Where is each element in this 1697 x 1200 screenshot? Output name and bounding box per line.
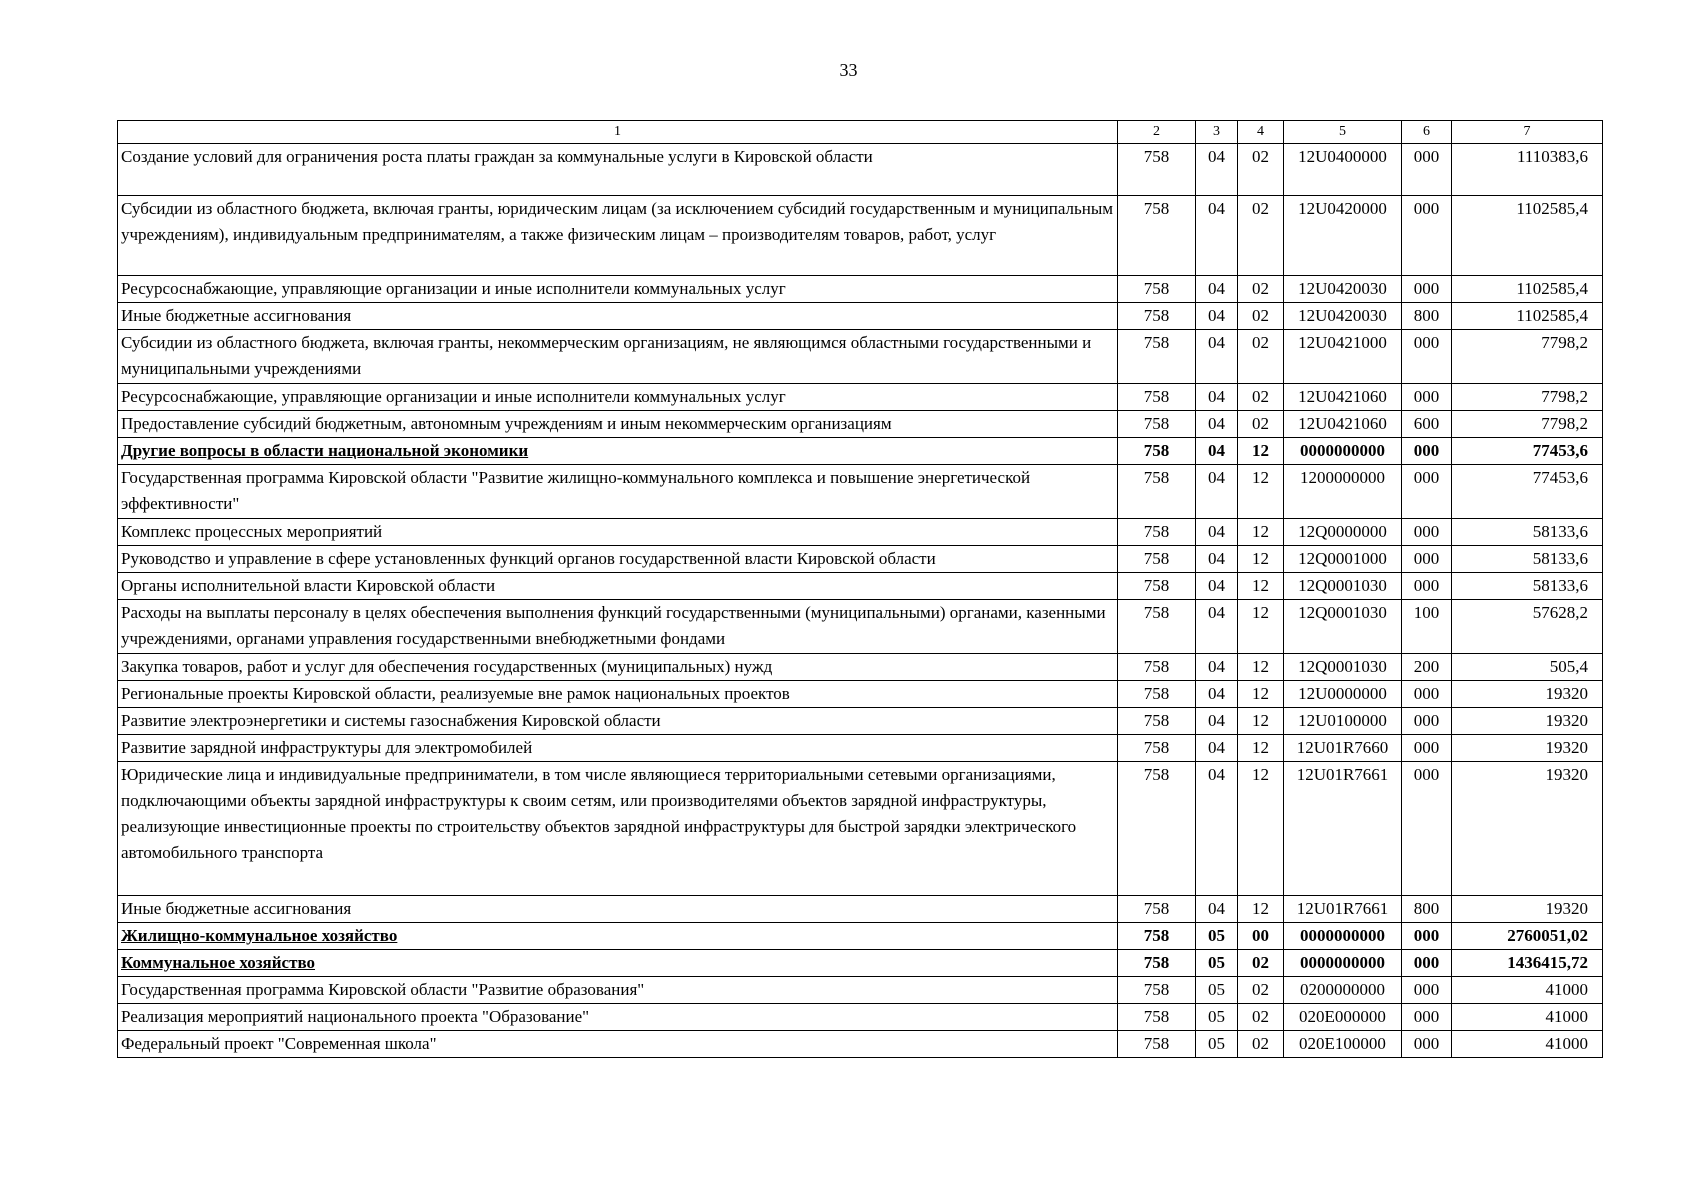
chapter-code-cell: 758 [1118,923,1196,950]
section-code-cell: 04 [1196,384,1238,411]
chapter-code-cell: 758 [1118,600,1196,654]
expense-type-cell: 000 [1402,762,1452,896]
amount-cell: 1102585,4 [1452,196,1603,276]
subsection-code-cell: 12 [1238,896,1284,923]
table-row [118,708,1603,735]
section-code-cell: 04 [1196,573,1238,600]
expense-type-cell: 000 [1402,465,1452,519]
chapter-code-cell: 758 [1118,735,1196,762]
section-code-cell: 05 [1196,1031,1238,1058]
expense-type-cell: 100 [1402,600,1452,654]
column-header-4: 4 [1238,121,1284,144]
amount-cell: 7798,2 [1452,384,1603,411]
row-name-cell: Государственная программа Кировской области "Развитие образования" [118,977,1118,1004]
expense-type-cell: 000 [1402,384,1452,411]
target-article-cell: 12U0421060 [1284,411,1402,438]
section-code-cell: 04 [1196,303,1238,330]
chapter-code-cell: 758 [1118,196,1196,276]
target-article-cell: 020E000000 [1284,1004,1402,1031]
chapter-code-cell: 758 [1118,144,1196,196]
section-code-cell: 05 [1196,950,1238,977]
row-name-cell: Коммунальное хозяйство [118,950,1118,977]
section-code-cell: 05 [1196,1004,1238,1031]
row-name-cell: Ресурсоснабжающие, управляющие организации и иные исполнители коммунальных услуг [118,384,1118,411]
expense-type-cell: 000 [1402,276,1452,303]
target-article-cell: 12U0420030 [1284,276,1402,303]
expense-type-cell: 600 [1402,411,1452,438]
expense-type-cell: 000 [1402,144,1452,196]
table-row [118,977,1603,1004]
table-row [118,1031,1603,1058]
expense-type-cell: 000 [1402,330,1452,384]
chapter-code-cell: 758 [1118,654,1196,681]
target-article-cell: 1200000000 [1284,465,1402,519]
column-header-2: 2 [1118,121,1196,144]
expense-type-cell: 000 [1402,708,1452,735]
chapter-code-cell: 758 [1118,1004,1196,1031]
table-row [118,276,1603,303]
amount-cell: 41000 [1452,1004,1603,1031]
row-name-cell: Субсидии из областного бюджета, включая гранты, некоммерческим организациям, не являющимся областными государственными и муниципальными учреждениями [118,330,1118,384]
row-name-cell: Государственная программа Кировской области "Развитие жилищно-коммунального комплекса и повышение энергетической эффективности" [118,465,1118,519]
expense-type-cell: 000 [1402,1004,1452,1031]
row-name-cell: Комплекс процессных мероприятий [118,519,1118,546]
column-header-7: 7 [1452,121,1603,144]
table-row [118,196,1603,276]
page-number: 33 [839,60,858,80]
target-article-cell: 0000000000 [1284,923,1402,950]
column-header-3: 3 [1196,121,1238,144]
table-row [118,762,1603,896]
subsection-code-cell: 12 [1238,654,1284,681]
chapter-code-cell: 758 [1118,681,1196,708]
subsection-code-cell: 02 [1238,1031,1284,1058]
expense-type-cell: 000 [1402,923,1452,950]
expense-type-cell: 200 [1402,654,1452,681]
chapter-code-cell: 758 [1118,708,1196,735]
budget-table [117,120,1603,1058]
table-row [118,519,1603,546]
subsection-code-cell: 02 [1238,303,1284,330]
section-code-cell: 04 [1196,519,1238,546]
subsection-code-cell: 12 [1238,708,1284,735]
row-name-cell: Жилищно-коммунальное хозяйство [118,923,1118,950]
section-code-cell: 05 [1196,923,1238,950]
row-name-cell: Региональные проекты Кировской области, реализуемые вне рамок национальных проектов [118,681,1118,708]
section-code-cell: 04 [1196,735,1238,762]
subsection-code-cell: 12 [1238,519,1284,546]
subsection-code-cell: 12 [1238,762,1284,896]
subsection-code-cell: 02 [1238,196,1284,276]
table-row [118,384,1603,411]
table-row [118,950,1603,977]
target-article-cell: 0000000000 [1284,438,1402,465]
table-row [118,681,1603,708]
target-article-cell: 12U0421060 [1284,384,1402,411]
subsection-code-cell: 02 [1238,950,1284,977]
target-article-cell: 12Q0000000 [1284,519,1402,546]
row-name-cell: Органы исполнительной власти Кировской области [118,573,1118,600]
row-name-cell: Иные бюджетные ассигнования [118,303,1118,330]
subsection-code-cell: 12 [1238,735,1284,762]
target-article-cell: 12U0000000 [1284,681,1402,708]
row-name-cell: Иные бюджетные ассигнования [118,896,1118,923]
subsection-code-cell: 02 [1238,144,1284,196]
section-code-cell: 04 [1196,896,1238,923]
subsection-code-cell: 12 [1238,681,1284,708]
section-code-cell: 04 [1196,276,1238,303]
target-article-cell: 12U0400000 [1284,144,1402,196]
amount-cell: 19320 [1452,681,1603,708]
row-name-cell: Развитие электроэнергетики и системы газоснабжения Кировской области [118,708,1118,735]
subsection-code-cell: 12 [1238,573,1284,600]
target-article-cell: 12U0420030 [1284,303,1402,330]
section-code-cell: 04 [1196,546,1238,573]
amount-cell: 1436415,72 [1452,950,1603,977]
amount-cell: 1102585,4 [1452,303,1603,330]
chapter-code-cell: 758 [1118,896,1196,923]
expense-type-cell: 000 [1402,735,1452,762]
chapter-code-cell: 758 [1118,1031,1196,1058]
row-name-cell: Предоставление субсидий бюджетным, автономным учреждениям и иным некоммерческим организациям [118,411,1118,438]
subsection-code-cell: 02 [1238,977,1284,1004]
amount-cell: 1102585,4 [1452,276,1603,303]
target-article-cell: 12U0100000 [1284,708,1402,735]
table-row [118,573,1603,600]
subsection-code-cell: 12 [1238,438,1284,465]
row-name-cell: Создание условий для ограничения роста платы граждан за коммунальные услуги в Кировской области [118,144,1118,196]
amount-cell: 58133,6 [1452,546,1603,573]
row-name-cell: Субсидии из областного бюджета, включая гранты, юридическим лицам (за исключением субсидий государственным и муниципальным учреждениям), индивидуальным предпринимателям, а также физическим лицам – производителям товаров, работ, услуг [118,196,1118,276]
amount-cell: 57628,2 [1452,600,1603,654]
target-article-cell: 12Q0001030 [1284,573,1402,600]
target-article-cell: 12U0420000 [1284,196,1402,276]
subsection-code-cell: 02 [1238,384,1284,411]
chapter-code-cell: 758 [1118,573,1196,600]
row-name-cell: Руководство и управление в сфере установленных функций органов государственной власти Кировской области [118,546,1118,573]
section-code-cell: 04 [1196,438,1238,465]
amount-cell: 58133,6 [1452,519,1603,546]
amount-cell: 77453,6 [1452,465,1603,519]
table-row [118,735,1603,762]
section-code-cell: 04 [1196,465,1238,519]
target-article-cell: 12U0421000 [1284,330,1402,384]
chapter-code-cell: 758 [1118,762,1196,896]
column-header-6: 6 [1402,121,1452,144]
expense-type-cell: 000 [1402,196,1452,276]
target-article-cell: 12U01R7661 [1284,896,1402,923]
subsection-code-cell: 02 [1238,411,1284,438]
expense-type-cell: 000 [1402,438,1452,465]
chapter-code-cell: 758 [1118,438,1196,465]
row-name-cell: Федеральный проект "Современная школа" [118,1031,1118,1058]
row-name-cell: Закупка товаров, работ и услуг для обеспечения государственных (муниципальных) нужд [118,654,1118,681]
expense-type-cell: 000 [1402,519,1452,546]
subsection-code-cell: 12 [1238,546,1284,573]
table-row [118,600,1603,654]
subsection-code-cell: 12 [1238,465,1284,519]
chapter-code-cell: 758 [1118,546,1196,573]
chapter-code-cell: 758 [1118,330,1196,384]
amount-cell: 7798,2 [1452,330,1603,384]
header-row [118,121,1603,144]
amount-cell: 41000 [1452,1031,1603,1058]
target-article-cell: 12Q0001030 [1284,654,1402,681]
table-row [118,1004,1603,1031]
table-row [118,923,1603,950]
expense-type-cell: 000 [1402,1031,1452,1058]
row-name-cell: Развитие зарядной инфраструктуры для электромобилей [118,735,1118,762]
target-article-cell: 020E100000 [1284,1031,1402,1058]
subsection-code-cell: 00 [1238,923,1284,950]
row-name-cell: Юридические лица и индивидуальные предприниматели, в том числе являющиеся территориальными сетевыми организациями, подключающими объекты зарядной инфраструктуры к своим сетям, или производителями объектов зарядной инфраструктуры, реализующие инвестиционные проекты по строительству объектов зарядной инфраструктуры для быстрой зарядки электрического автомобильного транспорта [118,762,1118,896]
expense-type-cell: 800 [1402,896,1452,923]
section-code-cell: 04 [1196,654,1238,681]
amount-cell: 41000 [1452,977,1603,1004]
amount-cell: 19320 [1452,762,1603,896]
target-article-cell: 12Q0001030 [1284,600,1402,654]
expense-type-cell: 000 [1402,977,1452,1004]
amount-cell: 19320 [1452,896,1603,923]
amount-cell: 19320 [1452,735,1603,762]
row-name-cell: Другие вопросы в области национальной экономики [118,438,1118,465]
target-article-cell: 12U01R7661 [1284,762,1402,896]
chapter-code-cell: 758 [1118,950,1196,977]
target-article-cell: 0200000000 [1284,977,1402,1004]
section-code-cell: 04 [1196,196,1238,276]
amount-cell: 58133,6 [1452,573,1603,600]
expense-type-cell: 000 [1402,950,1452,977]
target-article-cell: 0000000000 [1284,950,1402,977]
column-header-5: 5 [1284,121,1402,144]
table-row [118,438,1603,465]
chapter-code-cell: 758 [1118,411,1196,438]
amount-cell: 505,4 [1452,654,1603,681]
section-code-cell: 04 [1196,330,1238,384]
section-code-cell: 04 [1196,681,1238,708]
section-code-cell: 04 [1196,762,1238,896]
table-row [118,654,1603,681]
subsection-code-cell: 02 [1238,330,1284,384]
target-article-cell: 12Q0001000 [1284,546,1402,573]
expense-type-cell: 000 [1402,546,1452,573]
amount-cell: 7798,2 [1452,411,1603,438]
row-name-cell: Ресурсоснабжающие, управляющие организации и иные исполнители коммунальных услуг [118,276,1118,303]
table-row [118,465,1603,519]
row-name-cell: Расходы на выплаты персоналу в целях обеспечения выполнения функций государственными (муниципальными) органами, казенными учреждениями, органами управления государственными внебюджетными фондами [118,600,1118,654]
row-name-cell: Реализация мероприятий национального проекта "Образование" [118,1004,1118,1031]
target-article-cell: 12U01R7660 [1284,735,1402,762]
amount-cell: 1110383,6 [1452,144,1603,196]
table-row [118,144,1603,196]
chapter-code-cell: 758 [1118,519,1196,546]
expense-type-cell: 800 [1402,303,1452,330]
column-header-1: 1 [118,121,1118,144]
section-code-cell: 04 [1196,708,1238,735]
section-code-cell: 04 [1196,600,1238,654]
expense-type-cell: 000 [1402,681,1452,708]
amount-cell: 77453,6 [1452,438,1603,465]
table-row [118,546,1603,573]
amount-cell: 19320 [1452,708,1603,735]
table-row [118,411,1603,438]
chapter-code-cell: 758 [1118,303,1196,330]
table-row [118,896,1603,923]
subsection-code-cell: 12 [1238,600,1284,654]
table-body [118,144,1603,1058]
subsection-code-cell: 02 [1238,1004,1284,1031]
section-code-cell: 05 [1196,977,1238,1004]
section-code-cell: 04 [1196,144,1238,196]
table-row [118,303,1603,330]
expense-type-cell: 000 [1402,573,1452,600]
chapter-code-cell: 758 [1118,465,1196,519]
section-code-cell: 04 [1196,411,1238,438]
chapter-code-cell: 758 [1118,384,1196,411]
table-row [118,330,1603,384]
amount-cell: 2760051,02 [1452,923,1603,950]
chapter-code-cell: 758 [1118,977,1196,1004]
subsection-code-cell: 02 [1238,276,1284,303]
chapter-code-cell: 758 [1118,276,1196,303]
